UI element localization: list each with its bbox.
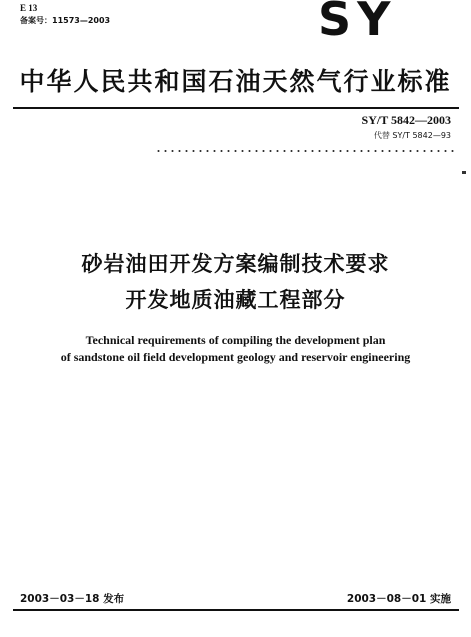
document-title-cn-line2: 开发地质油藏工程部分 (125, 288, 346, 312)
issue-date: 2003－03－18 发布 (20, 593, 125, 605)
standard-category-title: 中华人民共和国石油天然气行业标准 (19, 67, 452, 96)
filing-number: 备案号：11573—2003 (20, 16, 111, 25)
document-title-en-line1: Technical requirements of compiling the development plan (85, 333, 386, 347)
standard-number: SY/T 5842—2003 (361, 113, 451, 127)
sy-logo: SY (318, 0, 397, 46)
dotted-divider (155, 150, 455, 152)
document-title-en-line2: of sandstone oil field development geology and reservoir engineering (60, 350, 411, 364)
implementation-date: 2003－08－01 实施 (346, 593, 451, 605)
replaces-standard: 代替 SY/T 5842—93 (373, 131, 451, 140)
classification-code: E 13 (20, 3, 38, 13)
document-title-cn-line1: 砂岩油田开发方案编制技术要求 (81, 252, 390, 276)
margin-mark (462, 171, 466, 174)
bottom-rule-divider (13, 609, 459, 611)
top-rule-divider (13, 107, 459, 109)
